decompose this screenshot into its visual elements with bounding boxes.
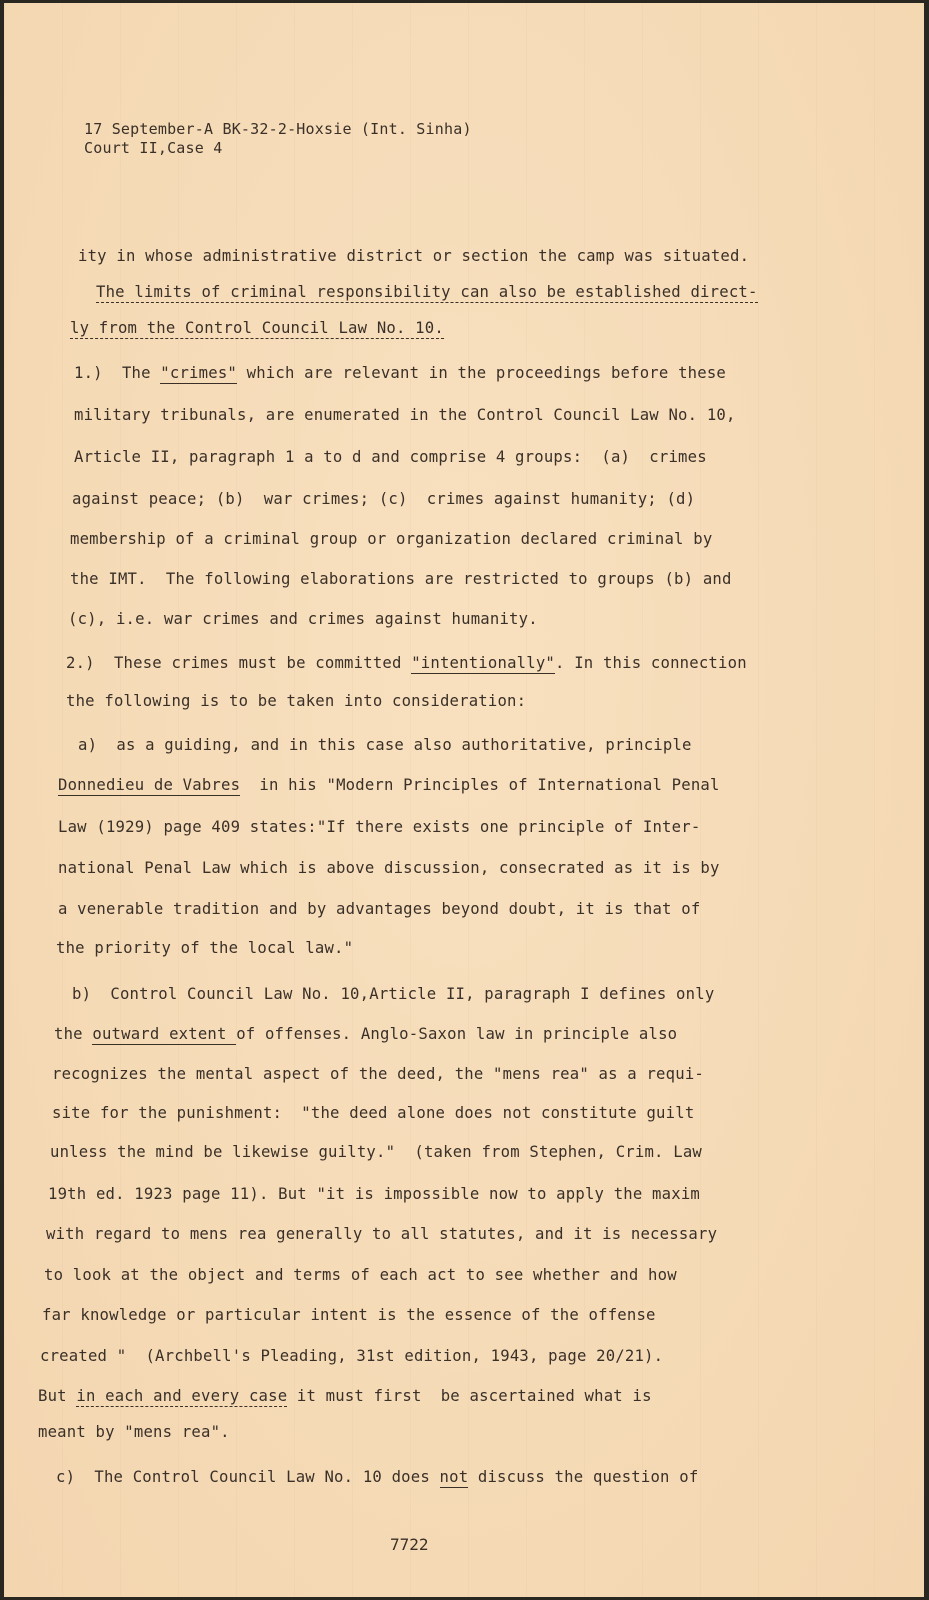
body-line [54, 1025, 677, 1043]
text: in his "Modern Principles of International Penal [240, 776, 720, 794]
subparagraph-a: a) as a guiding, and in this case also authoritative, principle [78, 736, 692, 754]
text: of offenses. Anglo-Saxon law in principle also [236, 1025, 678, 1043]
body-line: the following is to be taken into consideration: [66, 692, 527, 710]
page-number: 7722 [390, 1535, 429, 1554]
body-line: site for the punishment: "the deed alone does not constitute guilt [52, 1104, 695, 1122]
text: . In this connection [555, 654, 747, 672]
text: c) The Control Council Law No. 10 does [56, 1468, 440, 1486]
body-line: military tribunals, are enumerated in the Control Council Law No. 10, [74, 406, 736, 424]
paragraph-2 [66, 654, 747, 672]
header-line-1: 17 September-A BK-32-2-Hoxsie (Int. Sinha) [84, 120, 472, 138]
text: it must first be ascertained what is [287, 1387, 652, 1405]
underlined-text: ly from the Control Council Law No. 10. [70, 319, 444, 337]
body-line: meant by "mens rea". [38, 1423, 230, 1441]
body-line: (c), i.e. war crimes and crimes against humanity. [68, 610, 538, 628]
underlined-text: "intentionally" [411, 654, 556, 672]
body-line: Article II, paragraph 1 a to d and comprise 4 groups: (a) crimes [74, 448, 707, 466]
underlined-text: "crimes" [160, 364, 238, 382]
underlined-text: in each and every case [76, 1387, 288, 1405]
text: 1.) The [74, 364, 161, 382]
body-line: created " (Archbell's Pleading, 31st edition, 1943, page 20/21). [40, 1347, 664, 1365]
header-line-2: Court II,Case 4 [84, 139, 223, 157]
body-line: recognizes the mental aspect of the deed, the "mens rea" as a requi- [52, 1065, 704, 1083]
underlined-text: outward extent [92, 1025, 237, 1043]
subparagraph-b: b) Control Council Law No. 10,Article II, paragraph I defines only [72, 985, 715, 1003]
body-line: 19th ed. 1923 page 11). But "it is impossible now to apply the maxim [48, 1185, 700, 1203]
text: the [54, 1025, 93, 1043]
body-line: unless the mind be likewise guilty." (taken from Stephen, Crim. Law [50, 1143, 702, 1161]
body-line: a venerable tradition and by advantages beyond doubt, it is that of [58, 900, 701, 918]
body-line: the IMT. The following elaborations are restricted to groups (b) and [70, 570, 732, 588]
underlined-text: Donnedieu de Vabres [58, 776, 241, 794]
body-line-underlined [70, 319, 444, 337]
underlined-text: not [439, 1468, 469, 1486]
paragraph-1 [74, 364, 726, 382]
underlined-text: The limits of criminal responsibility can also be established direct- [96, 283, 758, 301]
body-line: against peace; (b) war crimes; (c) crimes against humanity; (d) [72, 490, 696, 508]
body-line: with regard to mens rea generally to all statutes, and it is necessary [46, 1225, 718, 1243]
body-line [58, 776, 720, 794]
subparagraph-c [56, 1468, 698, 1486]
body-line: membership of a criminal group or organization declared criminal by [70, 530, 713, 548]
body-line [38, 1387, 652, 1405]
text: discuss the question of [468, 1468, 699, 1486]
body-line: the priority of the local law." [56, 939, 354, 957]
body-line: Law (1929) page 409 states:"If there exists one principle of Inter- [58, 818, 701, 836]
body-line: to look at the object and terms of each act to see whether and how [44, 1266, 677, 1284]
body-line: far knowledge or particular intent is the essence of the offense [42, 1306, 656, 1324]
text: But [38, 1387, 77, 1405]
body-line: ity in whose administrative district or section the camp was situated. [78, 247, 750, 265]
document-page [4, 3, 924, 1597]
text: 2.) These crimes must be committed [66, 654, 412, 672]
text: which are relevant in the proceedings before these [237, 364, 727, 382]
body-line-underlined [96, 283, 758, 301]
body-line: national Penal Law which is above discussion, consecrated as it is by [58, 859, 720, 877]
